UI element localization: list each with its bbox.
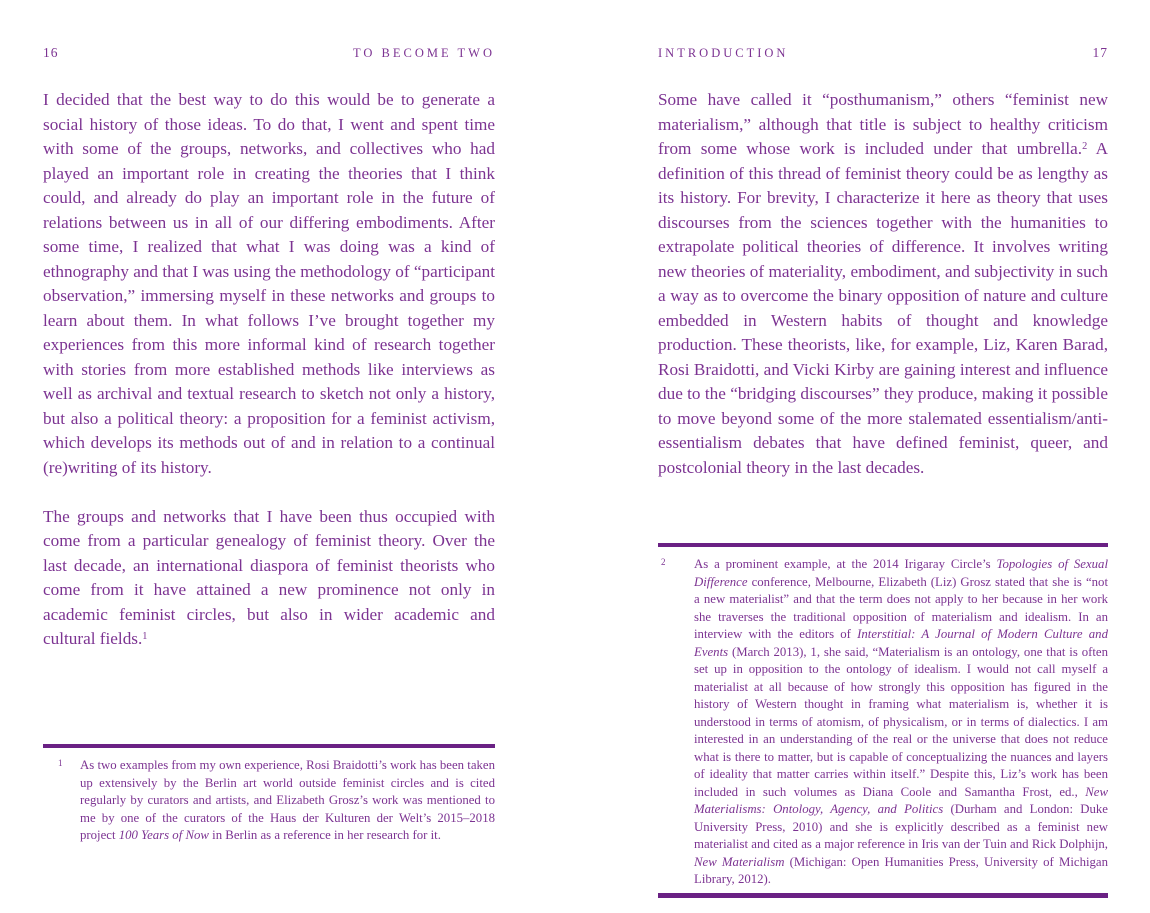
running-head: INTRODUCTION <box>658 46 789 60</box>
body-text <box>658 88 1108 480</box>
page-number: 16 <box>43 45 59 60</box>
footnote-rule <box>43 744 495 748</box>
footnote-rule <box>658 543 1108 547</box>
page-right <box>658 0 1108 913</box>
page-header-left <box>43 45 495 61</box>
paragraph: Some have called it “posthumanism,” others “feminist new materialism,” although that title is subject to healthy criticism from some whose work is included under that umbrella.$^2$ A definition of this thread of feminist theory could be as lengthy as its history. For brevity, I characterize it here as theory that uses discourses from the sciences together with the humanities to extrapolate political theories of difference. It involves writing new theories of materiality, embodiment, and subjectivity in such a way as to overcome the binary opposition of nature and culture embedded in Western habits of thought and knowledge production. These theorists, like, for example, Liz, Karen Barad, Rosi Braidotti, and Vicki Kirby are gaining interest and influence due to the “bridging discourses” they produce, making it possible to move beyond some of the more stalemated essentialism/anti-essentialism debates that have defined feminist, queer, and postcolonial theory in the last decades. <box>658 90 1108 477</box>
page-number: 17 <box>1092 45 1108 60</box>
paragraph: The groups and networks that I have been thus occupied with come from a particular genealogy of feminist theory. Over the last decade, an international diaspora of feminist theorists who come from it have attained a new prominence not only in academic feminist circles, but also in wider academic and cultural fields.$^1$ <box>43 506 495 648</box>
footnote-text: As a prominent example, at the 2014 Irigaray Circle’s Topologies of Sexual Difference conference, Melbourne, Elizabeth (Liz) Grosz stated that she is “not a new materialist” and that the term does not apply to her because in her work she traverses the traditional opposition of materialism and idealism. In an interview with the editors of Interstitial: A Journal of Modern Culture and Events (March 2013), 1, she said, “Materialism is an ontology, one that is often set up in opposition to the ontology of idealism. I would not call myself a materialist at all because of how strongly this opposition has figured in the history of Western thought in framing what materialism is, whether it is understood in terms of atomism, of physicalism, or in terms of dialectics. I am interested in an understanding of the real or the universe that does not reduce what is there to matter, but is capable of conceptualizing the nuances and layers of ideality that matter carries within itself.” Despite this, Liz’s work has been included in such volumes as Diana Coole and Samantha Frost, ed., New Materialisms: Ontology, Agency, and Politics (Durham and London: Duke University Press, 2010) and she is explicitly described as a feminist new materialist and cited as a major reference in Iris van der Tuin and Rick Dolphijn, New Materialism (Michigan: Open Humanities Press, University of Michigan Library, 2012). <box>694 557 1109 886</box>
footnote-text: As two examples from my own experience, Rosi Braidotti’s work has been taken up extensively by the Berlin art world outside feminist circles and is cited regularly by curators and artists, and Elizabeth Grosz’s work was mentioned to me by one of the curators of the Haus der Kulturen der Welt’s 2015–2018 project 100 Years of Now in Berlin as a reference in her research for it. <box>80 758 495 842</box>
body-text <box>43 88 495 652</box>
footnote <box>658 556 1108 889</box>
page-left <box>43 0 495 913</box>
footnote <box>43 757 495 845</box>
footnote-marker: 1 <box>58 757 63 768</box>
running-head: TO BECOME TWO <box>352 46 495 60</box>
paragraph: I decided that the best way to do this would be to generate a social history of those ideas. To do that, I went and spent time with some of the groups, networks, and collectives who had played an important role in creating the theories that I think could, and already do play an important role in the future of relations between us in all of our differing embodiments. After some time, I realized that what I was doing was a kind of ethnography and that I was using the methodology of “participant observation,” immersing myself in these networks and groups to learn about them. In what follows I’ve brought together my experiences from this more informal kind of research together with stories from more established methods like interviews as well as archival and textual research to sketch not only a history, but also a political theory: a proposition for a feminist activism, which develops its methods out of and in relation to a continual (re)writing of its history. <box>43 90 496 477</box>
page-bottom-rule <box>658 893 1108 898</box>
footnote-marker: 2 <box>661 556 666 567</box>
page-header-right <box>658 45 1108 61</box>
